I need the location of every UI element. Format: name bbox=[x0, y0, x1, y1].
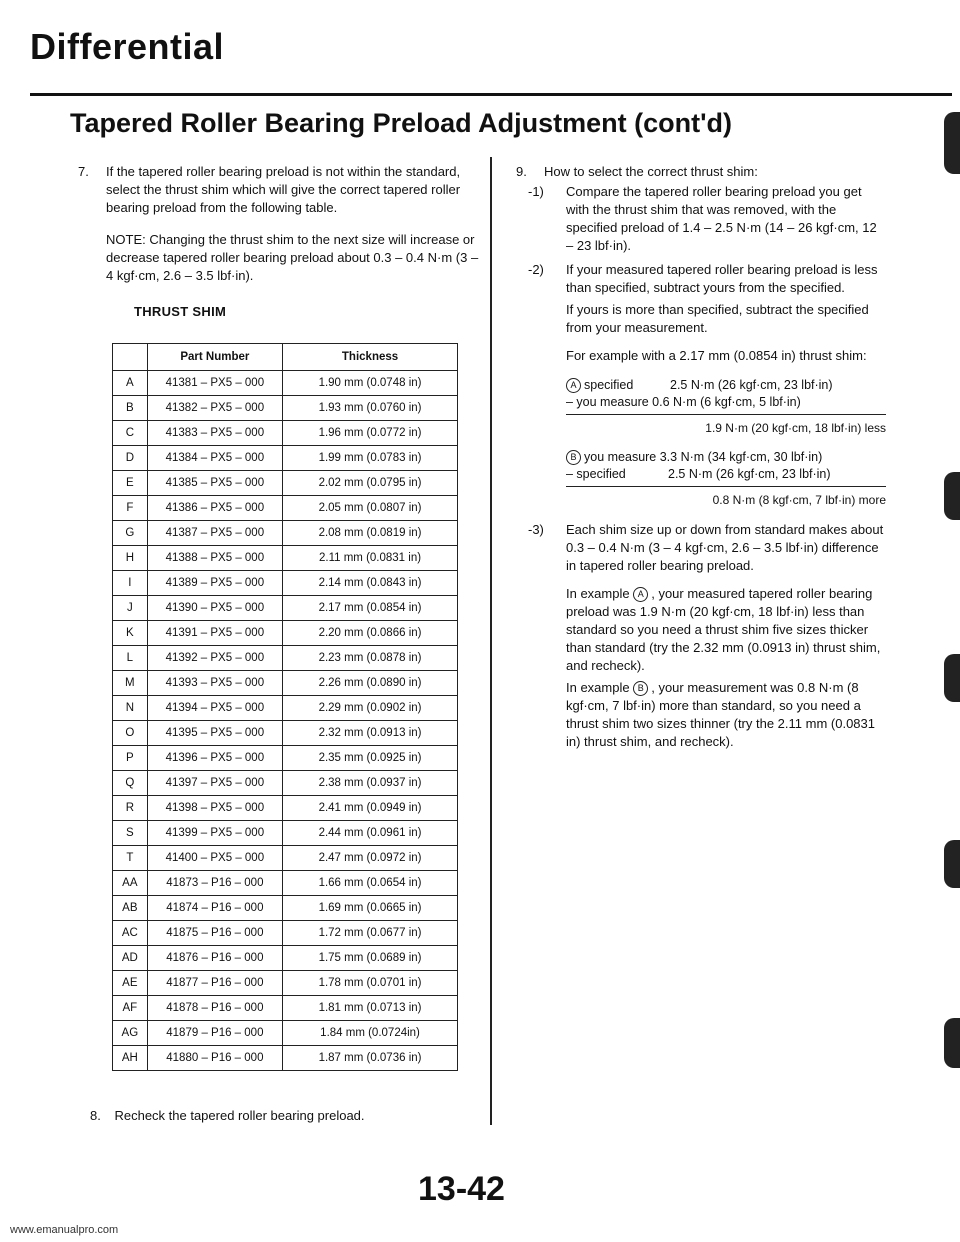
substep-text bbox=[566, 679, 886, 751]
shim-letter: S bbox=[113, 821, 148, 846]
part-number: 41874 – P16 – 000 bbox=[147, 896, 282, 921]
shim-letter: AD bbox=[113, 946, 148, 971]
thickness: 1.87 mm (0.0736 in) bbox=[283, 1046, 458, 1071]
part-number: 41391 – PX5 – 000 bbox=[147, 621, 282, 646]
table-row bbox=[113, 971, 458, 996]
edge-tab-mark bbox=[944, 1018, 960, 1068]
substep-1 bbox=[516, 183, 886, 255]
table-row bbox=[113, 471, 458, 496]
example-line bbox=[566, 449, 886, 466]
text-fragment: In example bbox=[566, 586, 630, 601]
circled-b-icon: B bbox=[566, 450, 581, 465]
table-row bbox=[113, 621, 458, 646]
substep-text: If your measured tapered roller bearing preload is less than specified, subtract yours from the specified. bbox=[566, 262, 878, 295]
substep-2 bbox=[516, 261, 886, 509]
example-value: 2.5 N·m (26 kgf·cm, 23 lbf·in) bbox=[670, 378, 833, 392]
part-number: 41398 – PX5 – 000 bbox=[147, 796, 282, 821]
part-number: 41400 – PX5 – 000 bbox=[147, 846, 282, 871]
table-row bbox=[113, 421, 458, 446]
table-row bbox=[113, 396, 458, 421]
part-number: 41875 – P16 – 000 bbox=[147, 921, 282, 946]
part-number: 41388 – PX5 – 000 bbox=[147, 546, 282, 571]
part-number: 41393 – PX5 – 000 bbox=[147, 671, 282, 696]
thickness: 2.23 mm (0.0878 in) bbox=[283, 646, 458, 671]
table-row bbox=[113, 446, 458, 471]
example-result: 0.8 N·m (8 kgf·cm, 7 lbf·in) more bbox=[712, 493, 886, 507]
thickness: 2.29 mm (0.0902 in) bbox=[283, 696, 458, 721]
thickness: 2.20 mm (0.0866 in) bbox=[283, 621, 458, 646]
part-number: 41879 – P16 – 000 bbox=[147, 1021, 282, 1046]
step-text: How to select the correct thrust shim: bbox=[544, 164, 758, 179]
part-number: 41392 – PX5 – 000 bbox=[147, 646, 282, 671]
thickness: 2.47 mm (0.0972 in) bbox=[283, 846, 458, 871]
table-row bbox=[113, 696, 458, 721]
circled-b-icon: B bbox=[633, 681, 648, 696]
thickness: 2.17 mm (0.0854 in) bbox=[283, 596, 458, 621]
thickness: 2.11 mm (0.0831 in) bbox=[283, 546, 458, 571]
shim-letter: K bbox=[113, 621, 148, 646]
thickness: 2.14 mm (0.0843 in) bbox=[283, 571, 458, 596]
step-number: 9. bbox=[516, 164, 527, 179]
substep-number: -1) bbox=[528, 184, 544, 199]
part-number: 41396 – PX5 – 000 bbox=[147, 746, 282, 771]
part-number: 41399 – PX5 – 000 bbox=[147, 821, 282, 846]
section-title: Differential bbox=[30, 26, 225, 67]
shim-letter: G bbox=[113, 521, 148, 546]
table-row bbox=[113, 996, 458, 1021]
part-number: 41878 – P16 – 000 bbox=[147, 996, 282, 1021]
table-row bbox=[113, 596, 458, 621]
shim-letter: T bbox=[113, 846, 148, 871]
example-label: specified bbox=[584, 378, 634, 392]
part-number: 41395 – PX5 – 000 bbox=[147, 721, 282, 746]
thrust-shim-table bbox=[112, 343, 458, 1071]
thickness: 1.75 mm (0.0689 in) bbox=[283, 946, 458, 971]
edge-tab-mark bbox=[944, 472, 960, 520]
table-row bbox=[113, 721, 458, 746]
thickness: 1.78 mm (0.0701 in) bbox=[283, 971, 458, 996]
text-fragment: , your measurement was 0.8 N·m (8 kgf·cm, 7 lbf·in) more than standard, so you need a thrust shim two sizes thinner (try the 2.11 mm (0.0831 in) thrust shim, and recheck). bbox=[566, 680, 875, 749]
part-number: 41394 – PX5 – 000 bbox=[147, 696, 282, 721]
shim-letter: L bbox=[113, 646, 148, 671]
table-row bbox=[113, 521, 458, 546]
shim-letter: AA bbox=[113, 871, 148, 896]
example-line: – you measure 0.6 N·m (6 kgf·cm, 5 lbf·in) bbox=[566, 394, 886, 415]
example-intro: For example with a 2.17 mm (0.0854 in) thrust shim: bbox=[566, 348, 867, 363]
table-heading: THRUST SHIM bbox=[134, 304, 227, 319]
part-number: 41384 – PX5 – 000 bbox=[147, 446, 282, 471]
column-divider bbox=[490, 157, 492, 1125]
example-value: you measure 3.3 N·m (34 kgf·cm, 30 lbf·in) bbox=[584, 450, 823, 464]
shim-letter: C bbox=[113, 421, 148, 446]
right-column bbox=[516, 163, 886, 757]
table-row bbox=[113, 1021, 458, 1046]
shim-letter: E bbox=[113, 471, 148, 496]
thickness: 2.41 mm (0.0949 in) bbox=[283, 796, 458, 821]
shim-letter: F bbox=[113, 496, 148, 521]
step-8 bbox=[90, 1108, 365, 1123]
part-number: 41873 – P16 – 000 bbox=[147, 871, 282, 896]
thickness: 1.81 mm (0.0713 in) bbox=[283, 996, 458, 1021]
shim-letter: O bbox=[113, 721, 148, 746]
thickness: 1.84 mm (0.0724in) bbox=[283, 1021, 458, 1046]
part-number: 41880 – P16 – 000 bbox=[147, 1046, 282, 1071]
thickness: 1.72 mm (0.0677 in) bbox=[283, 921, 458, 946]
footer-url[interactable]: www.emanualpro.com bbox=[10, 1224, 119, 1236]
part-number: 41876 – P16 – 000 bbox=[147, 946, 282, 971]
substep-number: -2) bbox=[528, 262, 544, 277]
step-number: 8. bbox=[90, 1108, 101, 1123]
substep-text: Each shim size up or down from standard makes about 0.3 – 0.4 N·m (3 – 4 kgf·cm, 2.6 – 3.5 lbf·in) difference in tapered roller bearing preload. bbox=[566, 522, 884, 573]
part-number: 41382 – PX5 – 000 bbox=[147, 396, 282, 421]
thickness: 1.69 mm (0.0665 in) bbox=[283, 896, 458, 921]
part-number: 41390 – PX5 – 000 bbox=[147, 596, 282, 621]
shim-letter: A bbox=[113, 371, 148, 396]
example-label: – specified bbox=[566, 467, 626, 481]
thickness: 1.90 mm (0.0748 in) bbox=[283, 371, 458, 396]
part-number: 41385 – PX5 – 000 bbox=[147, 471, 282, 496]
shim-letter: D bbox=[113, 446, 148, 471]
edge-tab-mark bbox=[944, 112, 960, 174]
header-rule bbox=[30, 93, 952, 96]
thickness: 1.66 mm (0.0654 in) bbox=[283, 871, 458, 896]
thickness: 2.38 mm (0.0937 in) bbox=[283, 771, 458, 796]
table-row bbox=[113, 921, 458, 946]
substep-3 bbox=[516, 521, 886, 751]
shim-letter: AH bbox=[113, 1046, 148, 1071]
page-number: 13-42 bbox=[418, 1170, 505, 1208]
step-number: 7. bbox=[78, 164, 89, 179]
part-number: 41383 – PX5 – 000 bbox=[147, 421, 282, 446]
shim-letter: I bbox=[113, 571, 148, 596]
text-fragment: In example bbox=[566, 680, 630, 695]
column-header-letter bbox=[113, 344, 148, 371]
edge-tab-mark bbox=[944, 654, 960, 702]
step-text: If the tapered roller bearing preload is not within the standard, select the thrust shim which will give the correct tapered roller bearing preload from the following table. bbox=[106, 164, 461, 215]
table-row bbox=[113, 646, 458, 671]
column-header-part-number: Part Number bbox=[147, 344, 282, 371]
table-row bbox=[113, 571, 458, 596]
substep-text bbox=[566, 585, 886, 675]
left-column bbox=[78, 163, 483, 1071]
step-7 bbox=[78, 163, 483, 217]
table-row bbox=[113, 796, 458, 821]
substep-text: If yours is more than specified, subtract the specified from your measurement. bbox=[566, 302, 869, 335]
shim-letter: AC bbox=[113, 921, 148, 946]
table-row bbox=[113, 371, 458, 396]
example-result: 1.9 N·m (20 kgf·cm, 18 lbf·in) less bbox=[705, 421, 886, 435]
example-line bbox=[566, 466, 886, 487]
part-number: 41386 – PX5 – 000 bbox=[147, 496, 282, 521]
table-body bbox=[113, 371, 458, 1071]
part-number: 41389 – PX5 – 000 bbox=[147, 571, 282, 596]
substep-number: -3) bbox=[528, 522, 544, 537]
table-row bbox=[113, 821, 458, 846]
table-row bbox=[113, 671, 458, 696]
table-row bbox=[113, 871, 458, 896]
thickness: 2.32 mm (0.0913 in) bbox=[283, 721, 458, 746]
shim-letter: M bbox=[113, 671, 148, 696]
table-row bbox=[113, 1046, 458, 1071]
shim-letter: B bbox=[113, 396, 148, 421]
thickness: 1.96 mm (0.0772 in) bbox=[283, 421, 458, 446]
part-number: 41381 – PX5 – 000 bbox=[147, 371, 282, 396]
table-row bbox=[113, 496, 458, 521]
thickness: 1.93 mm (0.0760 in) bbox=[283, 396, 458, 421]
shim-letter: Q bbox=[113, 771, 148, 796]
thickness: 2.08 mm (0.0819 in) bbox=[283, 521, 458, 546]
example-b bbox=[566, 449, 886, 509]
shim-letter: AG bbox=[113, 1021, 148, 1046]
step-text: Recheck the tapered roller bearing preload. bbox=[114, 1108, 365, 1123]
thickness: 2.44 mm (0.0961 in) bbox=[283, 821, 458, 846]
thickness: 2.35 mm (0.0925 in) bbox=[283, 746, 458, 771]
shim-letter: AE bbox=[113, 971, 148, 996]
shim-letter: H bbox=[113, 546, 148, 571]
column-header-thickness: Thickness bbox=[283, 344, 458, 371]
part-number: 41387 – PX5 – 000 bbox=[147, 521, 282, 546]
thickness: 1.99 mm (0.0783 in) bbox=[283, 446, 458, 471]
circled-a-icon: A bbox=[633, 587, 648, 602]
shim-letter: P bbox=[113, 746, 148, 771]
shim-note: NOTE: Changing the thrust shim to the next size will increase or decrease tapered roller bearing preload about 0.3 – 0.4 N·m (3 – 4 kgf·cm, 2.6 – 3.5 lbf·in). bbox=[106, 232, 479, 283]
thickness: 2.26 mm (0.0890 in) bbox=[283, 671, 458, 696]
circled-a-icon: A bbox=[566, 378, 581, 393]
table-row bbox=[113, 846, 458, 871]
part-number: 41397 – PX5 – 000 bbox=[147, 771, 282, 796]
step-9 bbox=[516, 163, 886, 181]
shim-letter: AB bbox=[113, 896, 148, 921]
table-row bbox=[113, 896, 458, 921]
table-row bbox=[113, 746, 458, 771]
example-value: 2.5 N·m (26 kgf·cm, 23 lbf·in) bbox=[668, 467, 831, 481]
shim-letter: AF bbox=[113, 996, 148, 1021]
text-fragment: , your measured tapered roller bearing preload was 1.9 N·m (20 kgf·cm, 18 lbf·in) less than standard so you need a thrust shim five sizes thicker than standard (try the 2.32 mm (0.0913 in) thrust shim, and recheck). bbox=[566, 586, 881, 673]
thickness: 2.02 mm (0.0795 in) bbox=[283, 471, 458, 496]
page-subtitle: Tapered Roller Bearing Preload Adjustment (cont'd) bbox=[70, 108, 733, 138]
example-a bbox=[566, 377, 886, 437]
shim-letter: N bbox=[113, 696, 148, 721]
table-header-row bbox=[113, 344, 458, 371]
table-row bbox=[113, 546, 458, 571]
shim-letter: R bbox=[113, 796, 148, 821]
table-row bbox=[113, 771, 458, 796]
shim-letter: J bbox=[113, 596, 148, 621]
thickness: 2.05 mm (0.0807 in) bbox=[283, 496, 458, 521]
substep-text: Compare the tapered roller bearing preload you get with the thrust shim that was removed, with the specified preload of 1.4 – 2.5 N·m (14 – 26 kgf·cm, 12 – 23 lbf·in). bbox=[566, 184, 877, 253]
edge-tab-mark bbox=[944, 840, 960, 888]
part-number: 41877 – P16 – 000 bbox=[147, 971, 282, 996]
example-line bbox=[566, 377, 886, 394]
table-row bbox=[113, 946, 458, 971]
